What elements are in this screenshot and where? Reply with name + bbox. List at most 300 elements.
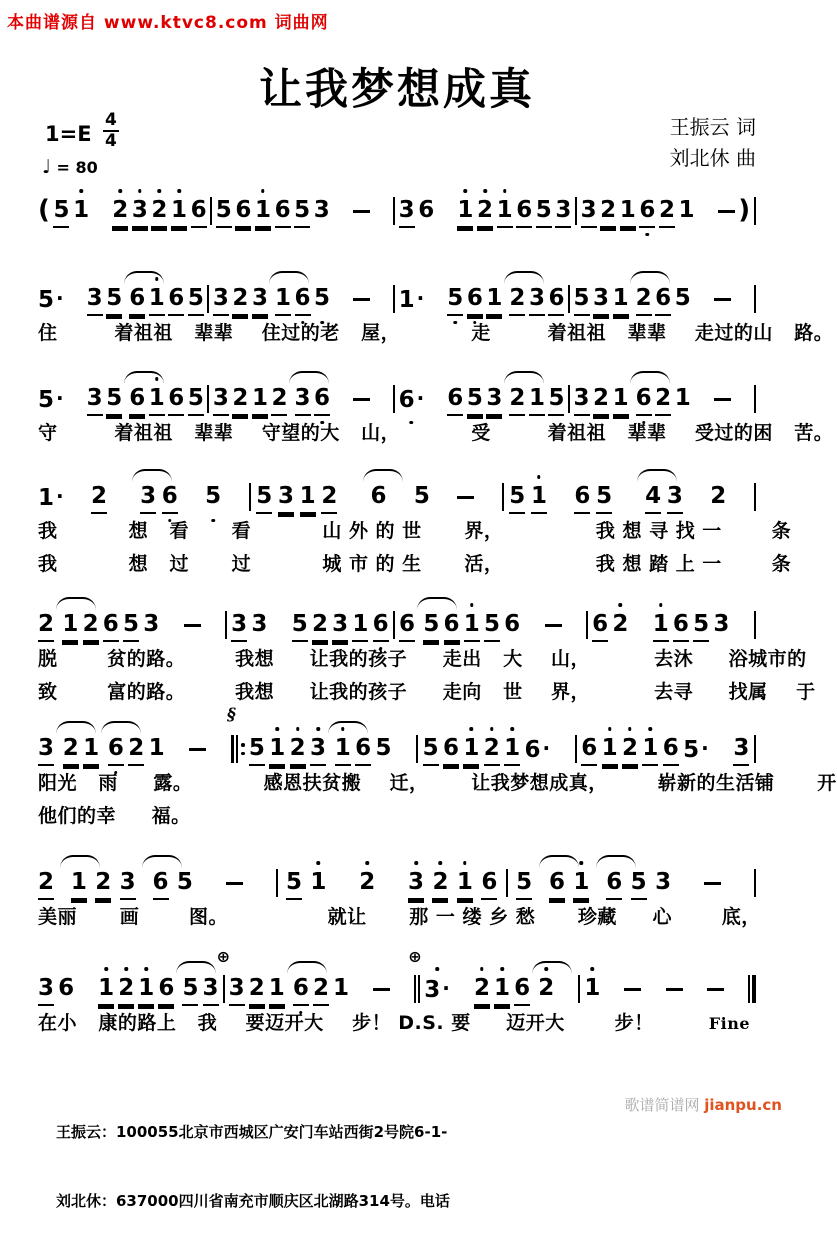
note: 5 bbox=[447, 284, 463, 314]
note: 6 bbox=[58, 975, 75, 1001]
note: 6 bbox=[108, 734, 124, 764]
spacer bbox=[558, 989, 574, 990]
note: 2 bbox=[321, 482, 337, 512]
note: 6 bbox=[443, 734, 459, 764]
note: 6 bbox=[314, 384, 330, 414]
note: 6 bbox=[399, 610, 415, 640]
note: 6 bbox=[504, 611, 521, 637]
note: 6 bbox=[293, 974, 309, 1004]
note: 1 bbox=[620, 196, 636, 226]
note: 3 bbox=[203, 974, 219, 1004]
lyric-line-5-1: 脱 贫的路。 我想 让我的孩子 走出 大 山， 去沐 浴城市的 bbox=[38, 648, 807, 670]
note: 2 bbox=[593, 384, 609, 414]
note: 6 bbox=[581, 734, 597, 764]
barline bbox=[754, 197, 756, 225]
note: 3 bbox=[555, 196, 571, 226]
notation-line-6 bbox=[38, 705, 756, 764]
spacer bbox=[698, 211, 714, 212]
barline bbox=[393, 611, 395, 639]
note: 5 bbox=[106, 284, 122, 314]
note: 1 bbox=[584, 974, 600, 1004]
spacer bbox=[428, 299, 444, 300]
held-note-dash bbox=[184, 624, 201, 627]
spacer bbox=[69, 497, 85, 498]
note: 3 bbox=[408, 868, 424, 898]
spacer bbox=[679, 883, 695, 884]
note: 2 bbox=[232, 384, 248, 414]
tempo-value: = 80 bbox=[56, 158, 98, 177]
note: 1 bbox=[83, 734, 99, 764]
system-4 bbox=[0, 456, 794, 577]
notation-line-7 bbox=[38, 842, 756, 898]
spacer bbox=[729, 883, 745, 884]
note: 1 bbox=[275, 284, 291, 314]
barline bbox=[207, 385, 209, 413]
note: 6 bbox=[655, 284, 671, 314]
note: 1 bbox=[171, 196, 187, 226]
spacer bbox=[67, 299, 83, 300]
notation-line-3 bbox=[38, 358, 756, 414]
spacer bbox=[183, 497, 199, 498]
barline bbox=[754, 385, 756, 413]
spacer bbox=[353, 989, 369, 990]
system-3 bbox=[0, 358, 834, 447]
note: 6 · bbox=[524, 736, 551, 763]
held-note-dash bbox=[545, 624, 562, 627]
held-note-dash bbox=[353, 210, 370, 213]
fine-marking: Fine bbox=[708, 1014, 750, 1033]
barline bbox=[276, 869, 278, 897]
note: 5 bbox=[256, 482, 272, 512]
lyric-line-3-1: 守 着祖祖 辈辈 守望的大 山， 受 着祖祖 辈辈 受过的困 苦。 bbox=[38, 422, 834, 444]
note: 1 bbox=[486, 284, 502, 314]
note: 1 bbox=[457, 196, 473, 226]
spacer bbox=[604, 989, 620, 990]
note: 2 bbox=[636, 284, 652, 314]
spacer bbox=[694, 299, 710, 300]
spacer bbox=[480, 497, 496, 498]
spacer bbox=[734, 625, 750, 626]
system-1 bbox=[0, 170, 794, 226]
note: 3 bbox=[529, 284, 545, 314]
quarter-note-icon: ♩ bbox=[42, 156, 51, 178]
note: 5 bbox=[674, 285, 691, 311]
note: 5 bbox=[294, 196, 310, 226]
system-2 bbox=[0, 258, 834, 347]
site-url: jianpu.cn bbox=[704, 1096, 782, 1114]
note: 6 bbox=[191, 196, 207, 226]
lyric-line-2-1: 住 着祖祖 辈辈 住过的老 屋， 走 着祖祖 辈辈 走过的山 路。 bbox=[38, 322, 834, 344]
note: 1 bbox=[504, 734, 520, 764]
note: 3 bbox=[332, 610, 348, 640]
parenthesis: ( bbox=[38, 195, 50, 225]
note: 2 bbox=[600, 196, 616, 226]
note: 2 bbox=[38, 868, 54, 898]
spacer bbox=[687, 989, 703, 990]
spacer bbox=[201, 883, 217, 884]
held-note-dash bbox=[714, 398, 731, 401]
note: 1 bbox=[252, 384, 268, 414]
contact-footer bbox=[56, 1074, 450, 1260]
lyric-line-4-1: 我 想 看 看 山 外 的 世 界， 我 想 寻 找 一 条 bbox=[38, 520, 792, 542]
notation-line-2 bbox=[38, 258, 756, 314]
note: 4 bbox=[645, 482, 661, 512]
note: 1 bbox=[497, 196, 513, 226]
note: 3 bbox=[313, 197, 330, 223]
spacer bbox=[211, 749, 227, 750]
spacer bbox=[251, 883, 267, 884]
note: 6 bbox=[418, 197, 435, 223]
note: 6 bbox=[153, 868, 169, 898]
note: 2 bbox=[313, 974, 329, 1004]
site-credit bbox=[624, 1094, 782, 1115]
note: 6 bbox=[295, 284, 311, 314]
note: 5 bbox=[106, 384, 122, 414]
note: 5 · bbox=[38, 286, 64, 313]
note: 2 bbox=[128, 734, 144, 764]
note: 1 bbox=[310, 868, 326, 898]
note: 5 bbox=[188, 284, 204, 314]
note: 2 bbox=[312, 610, 328, 640]
note: 2 bbox=[290, 734, 306, 764]
note: 2 bbox=[655, 384, 671, 414]
note: 1 · bbox=[38, 484, 64, 511]
held-note-dash bbox=[707, 988, 724, 991]
spacer bbox=[113, 497, 129, 498]
spacer bbox=[438, 211, 454, 212]
time-signature-numerator: 4 bbox=[105, 110, 117, 130]
spacer bbox=[428, 399, 444, 400]
held-note-dash bbox=[704, 882, 721, 885]
note: 5 bbox=[548, 384, 564, 414]
note: 6 bbox=[549, 868, 565, 898]
note: 6 bbox=[592, 610, 608, 640]
held-note-dash bbox=[373, 988, 390, 991]
held-note-dash bbox=[353, 398, 370, 401]
held-note-dash bbox=[666, 988, 683, 991]
note: 2 bbox=[359, 868, 375, 898]
composer-credit: 刘北休 曲 bbox=[669, 146, 756, 170]
note: 1 bbox=[529, 384, 545, 414]
note: 3 bbox=[87, 384, 103, 414]
spacer bbox=[205, 625, 221, 626]
spacer bbox=[396, 749, 412, 750]
note: 2 bbox=[659, 196, 675, 226]
note: 1 bbox=[494, 974, 510, 1004]
note: 2 bbox=[151, 196, 167, 226]
coda-icon: ⊕ bbox=[216, 947, 230, 966]
note: 1 bbox=[138, 974, 154, 1004]
notation-line-5 bbox=[38, 584, 756, 640]
spacer bbox=[384, 883, 400, 884]
spacer bbox=[334, 399, 350, 400]
coda-icon: ⊕ bbox=[408, 947, 422, 966]
barline bbox=[502, 483, 504, 511]
note: 6 bbox=[355, 734, 371, 764]
note: 5 bbox=[375, 735, 392, 761]
note: 6 bbox=[370, 483, 387, 509]
held-note-dash bbox=[718, 210, 735, 213]
note: 6 · bbox=[399, 384, 425, 414]
spacer bbox=[169, 749, 185, 750]
lyric-line-7-1: 美丽 画 图。 就让 那 一 缕 乡 愁 珍藏 心 底， bbox=[38, 906, 761, 928]
note: 6 bbox=[447, 384, 463, 414]
barline bbox=[754, 869, 756, 897]
spacer bbox=[227, 497, 243, 498]
note: 6 bbox=[129, 284, 145, 314]
note: 3 bbox=[252, 284, 268, 314]
note: 1 bbox=[613, 384, 629, 414]
note: 3 bbox=[140, 482, 156, 512]
note: 1 bbox=[653, 610, 669, 640]
note: 5 bbox=[249, 734, 265, 764]
spacer bbox=[163, 625, 179, 626]
held-note-dash bbox=[189, 748, 206, 751]
system-5 bbox=[0, 584, 816, 705]
held-note-dash bbox=[714, 298, 731, 301]
note: 1 bbox=[463, 734, 479, 764]
note: 3 bbox=[733, 734, 749, 764]
note: 5 bbox=[176, 869, 193, 895]
note: 2 bbox=[474, 974, 490, 1004]
spacer bbox=[374, 211, 390, 212]
held-note-dash bbox=[457, 496, 474, 499]
note: 6 bbox=[481, 868, 497, 898]
key-signature: 1=E bbox=[45, 122, 92, 146]
barline bbox=[210, 197, 212, 225]
spacer bbox=[374, 399, 390, 400]
note: 1 bbox=[149, 284, 165, 314]
note: 1 bbox=[300, 482, 316, 512]
note: 5 bbox=[188, 384, 204, 414]
note: 3 bbox=[713, 611, 730, 637]
note: 2 bbox=[83, 610, 99, 640]
barline bbox=[754, 611, 756, 639]
lyric-line-4-2: 我 想 过 过 城 市 的 生 活， 我 想 踏 上 一 条 bbox=[38, 552, 792, 575]
note: 5 bbox=[216, 196, 232, 226]
note: 6 bbox=[444, 610, 460, 640]
barline bbox=[393, 385, 395, 413]
spacer bbox=[343, 497, 359, 498]
note: 5 bbox=[205, 482, 221, 512]
note: 3 bbox=[120, 868, 136, 898]
note: 5 bbox=[467, 384, 483, 414]
barline bbox=[393, 285, 395, 313]
footer-address-composer: 刘北休：637000四川省南充市顺庆区北湖路314号。电话 bbox=[56, 1192, 450, 1211]
barline bbox=[207, 285, 209, 313]
note: 2 bbox=[509, 284, 525, 314]
note: 6 bbox=[574, 482, 590, 512]
note: 2 bbox=[538, 974, 554, 1004]
note: 3 bbox=[213, 284, 229, 314]
note: 2 bbox=[232, 284, 248, 314]
note: 2 bbox=[112, 196, 128, 226]
notation-line-4 bbox=[38, 456, 756, 512]
barline bbox=[578, 975, 580, 1003]
note: 3 bbox=[231, 610, 247, 640]
note: 1 bbox=[73, 196, 89, 226]
note: 6 bbox=[235, 196, 251, 226]
spacer bbox=[392, 497, 408, 498]
repeat-start-barline bbox=[227, 705, 245, 763]
barline bbox=[754, 285, 756, 313]
lyric-line-5-2: 致 富的路。 我想 让我的孩子 走向 世 界， 去寻 找属 于 bbox=[38, 680, 816, 703]
note: 3 bbox=[278, 482, 294, 512]
lyricist-credit: 王振云 词 bbox=[669, 115, 756, 139]
spacer bbox=[93, 211, 109, 212]
barline bbox=[575, 197, 577, 225]
held-note-dash bbox=[624, 988, 641, 991]
spacer bbox=[524, 625, 540, 626]
barline bbox=[754, 483, 756, 511]
note: 1 bbox=[62, 610, 78, 640]
note: 3 bbox=[229, 974, 245, 1004]
note: 3 bbox=[581, 196, 597, 226]
note: 2 bbox=[271, 384, 287, 414]
note: 6 bbox=[275, 196, 291, 226]
system-7 bbox=[0, 842, 794, 931]
note: 5 bbox=[314, 284, 330, 314]
note: 6 bbox=[168, 384, 184, 414]
note: 5 bbox=[413, 483, 430, 509]
note: 1 bbox=[678, 197, 695, 223]
note: 3 bbox=[310, 734, 326, 764]
note: 1 bbox=[352, 610, 368, 640]
note: 2 bbox=[249, 974, 265, 1004]
spacer bbox=[689, 497, 705, 498]
note: 5 bbox=[182, 974, 198, 1004]
song-title: 让我梦想成真 bbox=[259, 65, 535, 115]
note: 1 bbox=[255, 196, 271, 226]
barline bbox=[225, 611, 227, 639]
note: 2 bbox=[91, 482, 107, 512]
note: 1 bbox=[613, 284, 629, 314]
note: 6 bbox=[168, 284, 184, 314]
lyric-line-6-2: 他们的幸 福。 bbox=[38, 804, 191, 827]
held-note-dash bbox=[226, 882, 243, 885]
note: 2 bbox=[118, 974, 134, 1004]
time-signature-denominator: 4 bbox=[105, 131, 117, 151]
note: 5 bbox=[596, 482, 612, 512]
note: 6 bbox=[636, 384, 652, 414]
spacer bbox=[374, 299, 390, 300]
double-barline-with-coda bbox=[408, 947, 422, 1003]
note: 1 bbox=[269, 734, 285, 764]
note: 3 bbox=[295, 384, 311, 414]
note: 3 bbox=[87, 284, 103, 314]
spacer bbox=[454, 989, 470, 990]
note: 1 bbox=[674, 385, 691, 411]
spacer bbox=[646, 989, 662, 990]
note: 1 bbox=[149, 384, 165, 414]
note: 1 bbox=[71, 868, 87, 898]
held-note-dash bbox=[353, 298, 370, 301]
spacer bbox=[272, 625, 288, 626]
note: 3 bbox=[38, 974, 54, 1004]
note: 3 bbox=[251, 611, 268, 637]
note: 1 bbox=[531, 482, 547, 512]
note: 3 bbox=[213, 384, 229, 414]
spacer bbox=[694, 399, 710, 400]
note: 3 · bbox=[424, 974, 450, 1004]
note: 1 bbox=[457, 868, 473, 898]
note: 1 bbox=[642, 734, 658, 764]
spacer bbox=[334, 299, 350, 300]
note: 5 bbox=[123, 610, 139, 640]
note: 5 bbox=[574, 284, 590, 314]
note: 5 bbox=[516, 868, 532, 898]
barline bbox=[416, 735, 418, 763]
note: 1 bbox=[573, 868, 589, 898]
note: 1 bbox=[335, 734, 351, 764]
note: 2 bbox=[612, 610, 628, 640]
barline bbox=[249, 483, 251, 511]
lyric-line-8-1: 在小 康的路上 我 要迈开大 步！ D.S. 要 迈开大 步！ Fine bbox=[38, 1012, 750, 1034]
barline bbox=[393, 197, 395, 225]
note: 5 · bbox=[38, 386, 64, 413]
parenthesis: ) bbox=[738, 195, 751, 225]
note: 2 bbox=[432, 868, 448, 898]
spacer bbox=[67, 399, 83, 400]
note: 5 bbox=[423, 610, 439, 640]
note: 3 bbox=[143, 611, 160, 637]
note: 5 bbox=[484, 610, 500, 640]
spacer bbox=[734, 399, 750, 400]
spacer bbox=[553, 497, 569, 498]
note: 6 bbox=[516, 196, 532, 226]
spacer bbox=[732, 497, 748, 498]
note: 6 bbox=[673, 610, 689, 640]
spacer bbox=[566, 625, 582, 626]
note: 3 bbox=[655, 869, 672, 895]
barline bbox=[506, 869, 508, 897]
note: 2 bbox=[622, 734, 638, 764]
spacer bbox=[554, 749, 570, 750]
spacer bbox=[436, 497, 452, 498]
note: 3 bbox=[574, 384, 590, 414]
note: 6 bbox=[162, 482, 178, 512]
barline bbox=[568, 285, 570, 313]
note: 6 bbox=[639, 196, 655, 226]
note: 1 bbox=[602, 734, 618, 764]
barline bbox=[568, 385, 570, 413]
spacer bbox=[333, 211, 349, 212]
note: 6 bbox=[467, 284, 483, 314]
note: 3 bbox=[132, 196, 148, 226]
note: 5 bbox=[631, 868, 647, 898]
notation-line-1 bbox=[38, 170, 756, 226]
barline bbox=[586, 611, 588, 639]
spacer bbox=[734, 299, 750, 300]
barline bbox=[754, 735, 756, 763]
note: 1 bbox=[148, 735, 165, 761]
note: 6 bbox=[103, 610, 119, 640]
note: 2 bbox=[477, 196, 493, 226]
lyric-line-6-1: 阳光 雨 露。 感恩扶贫搬 迁， 让我梦想成真， 崭新的生活铺 开 bbox=[38, 772, 837, 794]
note: 6 bbox=[129, 384, 145, 414]
note: 6 bbox=[373, 610, 389, 640]
note: 5 bbox=[292, 610, 308, 640]
note: 1 bbox=[98, 974, 114, 1004]
note: 5 · bbox=[683, 736, 709, 763]
note: 5 bbox=[286, 868, 302, 898]
source-watermark: 本曲谱源自 www.ktvc8.com 词曲网 bbox=[7, 13, 329, 33]
note: 1 · bbox=[398, 286, 425, 313]
barline-with-coda bbox=[216, 947, 230, 1003]
note: 5 bbox=[536, 196, 552, 226]
note: 5 bbox=[509, 482, 525, 512]
note: 1 bbox=[269, 974, 285, 1004]
